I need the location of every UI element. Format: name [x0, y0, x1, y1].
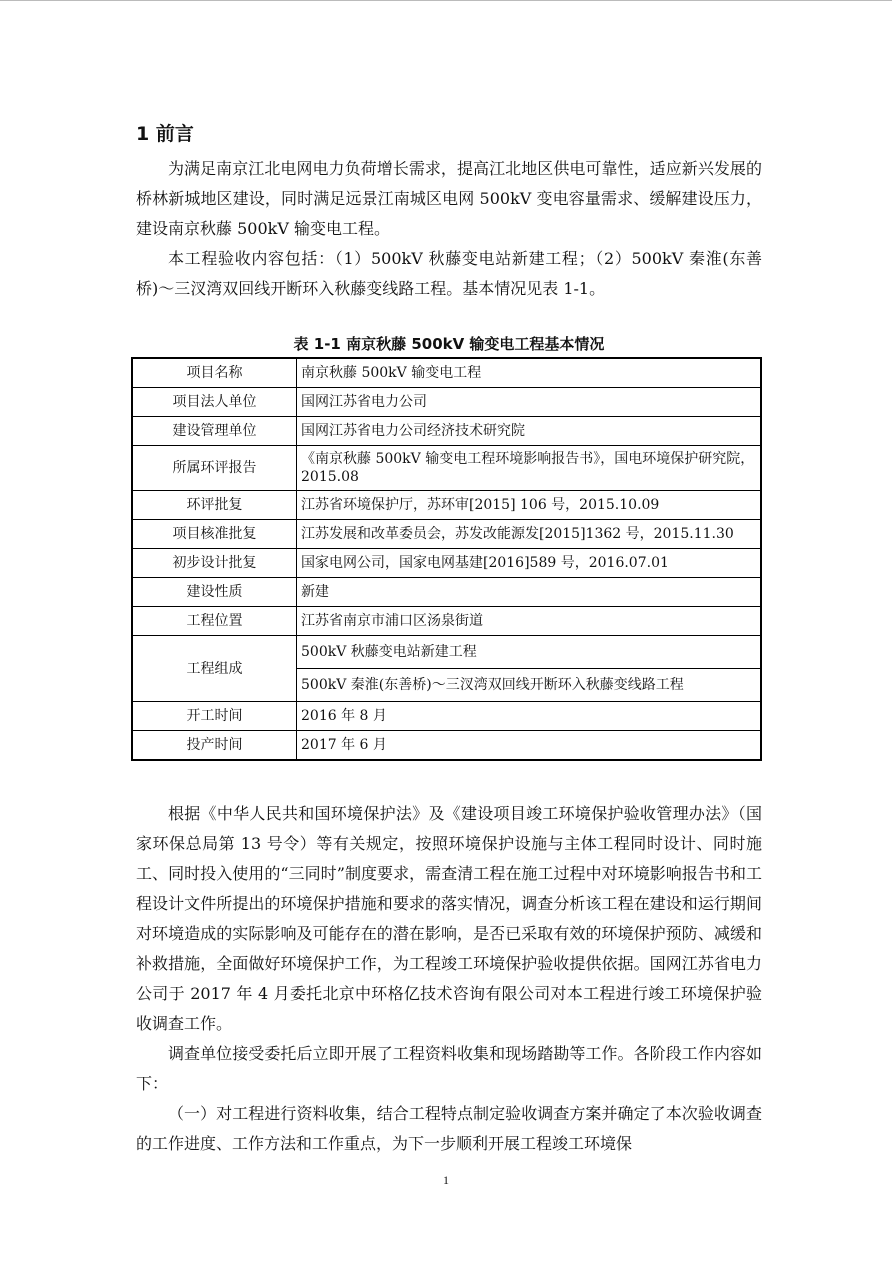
project-info-table	[131, 357, 762, 761]
row-label: 投产时间	[132, 731, 297, 761]
table-row	[132, 446, 761, 491]
row-label: 工程组成	[132, 636, 297, 702]
table-row	[132, 520, 761, 549]
row-value: 江苏省南京市浦口区汤泉街道	[297, 607, 762, 636]
body-paragraph-3: （一）对工程进行资料收集，结合工程特点制定验收调查方案并确定了本次验收调查的工作进度、工作方法和工作重点，为下一步顺利开展工程竣工环境保	[136, 1104, 762, 1153]
row-value: 南京秋藤 500kV 输变电工程	[297, 358, 762, 388]
row-label: 开工时间	[132, 702, 297, 731]
row-value: 2016 年 8 月	[297, 702, 762, 731]
document-page	[136, 120, 762, 1159]
row-label: 项目名称	[132, 358, 297, 388]
row-label: 项目法人单位	[132, 388, 297, 417]
row-label: 初步设计批复	[132, 549, 297, 578]
table-row	[132, 388, 761, 417]
table-row	[132, 417, 761, 446]
row-value: 500kV 秦淮(东善桥)～三汊湾双回线开断环入秋藤变线路工程	[297, 669, 762, 702]
row-label: 环评批复	[132, 491, 297, 520]
table-spacing	[136, 761, 762, 799]
body-paragraph-2: 调查单位接受委托后立即开展了工程资料收集和现场踏勘等工作。各阶段工作内容如下：	[136, 1044, 762, 1093]
row-value: 国家电网公司，国家电网基建[2016]589 号，2016.07.01	[297, 549, 762, 578]
row-value: 国网江苏省电力公司	[297, 388, 762, 417]
intro-paragraph-2: 本工程验收内容包括：（1）500kV 秋藤变电站新建工程；（2）500kV 秦淮(东善桥)～三汊湾双回线开断环入秋藤变线路工程。基本情况见表 1-1。	[136, 249, 762, 298]
row-value: 国网江苏省电力公司经济技术研究院	[297, 417, 762, 446]
table-title: 表 1-1 南京秋藤 500kV 输变电工程基本情况	[293, 335, 605, 353]
table-row	[132, 731, 761, 761]
row-value: 《南京秋藤 500kV 输变电工程环境影响报告书》，国电环境保护研究院，2015.08	[297, 446, 762, 491]
row-label: 建设管理单位	[132, 417, 297, 446]
page-number: 1	[443, 1173, 449, 1187]
intro-paragraph-1: 为满足南京江北电网电力负荷增长需求，提高江北地区供电可靠性，适应新兴发展的桥林新城地区建设，同时满足远景江南城区电网 500kV 变电容量需求、缓解建设压力，建设南京秋藤 500kV 输变电工程。	[136, 159, 762, 238]
row-value: 2017 年 6 月	[297, 731, 762, 761]
row-label: 工程位置	[132, 607, 297, 636]
table-row	[132, 607, 761, 636]
row-value: 江苏发展和改革委员会，苏发改能源发[2015]1362 号，2015.11.30	[297, 520, 762, 549]
table-row	[132, 636, 761, 669]
page-top-edge	[0, 0, 892, 1]
row-value: 500kV 秋藤变电站新建工程	[297, 636, 762, 669]
row-value: 江苏省环境保护厅，苏环审[2015] 106 号，2015.10.09	[297, 491, 762, 520]
row-label: 建设性质	[132, 578, 297, 607]
row-value: 新建	[297, 578, 762, 607]
section-heading: 1 前言	[136, 123, 194, 145]
table-row	[132, 549, 761, 578]
row-label: 所属环评报告	[132, 446, 297, 491]
table-row	[132, 491, 761, 520]
table-row	[132, 702, 761, 731]
row-label: 项目核准批复	[132, 520, 297, 549]
body-paragraph-1: 根据《中华人民共和国环境保护法》及《建设项目竣工环境保护验收管理办法》（国家环保总局第 13 号令）等有关规定，按照环境保护设施与主体工程同时设计、同时施工、同时投入使用的“三同时”制度要求，需查清工程在施工过程中对环境影响报告书和工程设计文件所提出的环境保护措施和要求的落实情况，调查分析该工程在建设和运行期间对环境造成的实际影响及可能存在的潜在影响，是否已采取有效的环境保护预防、减缓和补救措施，全面做好环境保护工作，为工程竣工环境保护验收提供依据。国网江苏省电力公司于 2017 年 4 月委托北京中环格亿技术咨询有限公司对本工程进行竣工环境保护验收调查工作。	[136, 804, 762, 1033]
table-row	[132, 358, 761, 388]
table-row	[132, 578, 761, 607]
